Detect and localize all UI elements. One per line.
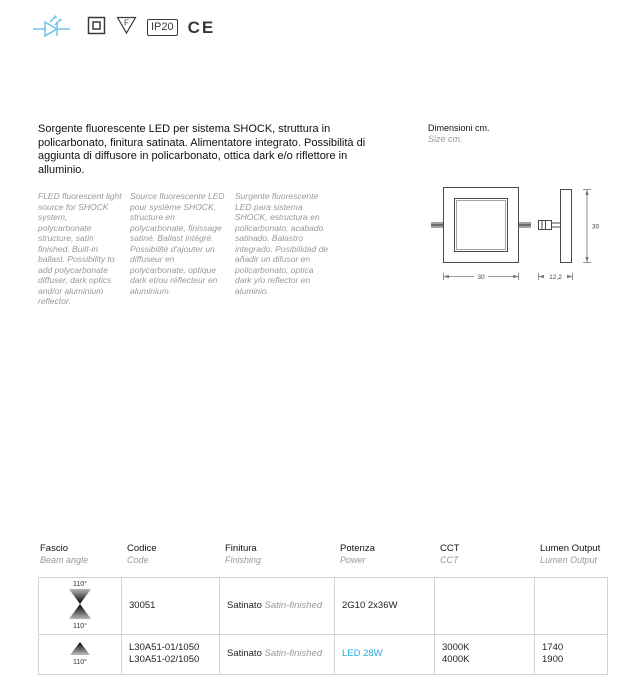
dimensions-title: Dimensioni cm. (428, 123, 490, 133)
code-cell: L30A51-01/1050 L30A51-02/1050 (121, 635, 219, 674)
header-cct: CCT CCT (440, 543, 460, 565)
header-lumen-output: Lumen Output Lumen Output (540, 543, 601, 565)
finish-cell: Satinato Satin-finished (219, 635, 334, 674)
front-width-label: 30 (477, 274, 485, 281)
ip20-badge: IP20 (147, 19, 178, 36)
description-italian: Sorgente fluorescente LED per sistema SHOCK, struttura in policarbonato, finitura satinata. Alimentatore integrato. Possibilità di aggiunta di diffusore in policarbonato, ottica dark e/o riflettore in alluminio. (38, 123, 366, 176)
beam-angle-bottom-label: 110° (73, 658, 87, 666)
f-mark-icon (116, 16, 137, 40)
header-finitura: Finitura Finishing (225, 543, 262, 565)
side-depth-label: 12,2 (549, 274, 562, 281)
description-spanish: Surgente fluorescente LED para sistema SHOCK, estructura en policarbonato, acabado satinado. Balastro integrado. Posibilidad de añadir un difusor en policarbonato, optica dark y/o reflector en aluminio. (235, 191, 329, 296)
description-french: Source fluorescente LED pour système SHOCK, structure en polycarbonate, finissage satiné. Ballast intégré. Possibilité d'ajouter un diffuseur en polycarbonate, optique dark et/ou réflecteur en aluminium. (130, 191, 225, 296)
spec-table (38, 543, 608, 675)
beam-angle-cell (39, 635, 121, 674)
beam-angle-cell (39, 578, 121, 634)
side-height-label: 30 (592, 223, 600, 231)
description-english: FLED fluorescent light source for SHOCK system, polycarbonate structure, satin finished. Built-in ballast. Possibility to add polycarbonate diffuser, dark optics and/or aluminium reflector. (38, 191, 122, 306)
header-codice: Codice Code (127, 543, 157, 565)
dimension-drawing (425, 180, 620, 297)
spec-table-body (38, 577, 608, 675)
certification-row (33, 13, 215, 42)
beam-angle-bottom-label: 110° (73, 622, 87, 630)
spec-table-header (38, 543, 608, 577)
dimensions-subtitle: Size cm. (428, 134, 463, 144)
ce-mark: CE (187, 17, 216, 37)
led-symbol-icon (33, 13, 77, 42)
front-and-side-view-drawing (425, 180, 620, 292)
description-translations (38, 191, 338, 307)
lumen-cell (534, 578, 609, 634)
header-fascio: Fascio Beam angle (40, 543, 89, 565)
code-cell: 30051 (121, 578, 219, 634)
cct-cell (434, 578, 534, 634)
svg-text:F: F (124, 18, 129, 27)
beam-up-down-icon (69, 589, 91, 623)
beam-up-icon (70, 642, 90, 659)
beam-angle-top-label: 110° (73, 580, 87, 588)
dimensions-header (428, 123, 490, 145)
finish-cell: Satinato Satin-finished (219, 578, 334, 634)
class-ii-icon (87, 16, 106, 40)
power-cell: LED 28W (334, 635, 434, 674)
cct-cell: 3000K 4000K (434, 635, 534, 674)
header-potenza: Potenza Power (340, 543, 375, 565)
table-row (39, 634, 607, 674)
lumen-cell: 1740 1900 (534, 635, 609, 674)
table-row (39, 578, 607, 634)
power-cell: 2G10 2x36W (334, 578, 434, 634)
